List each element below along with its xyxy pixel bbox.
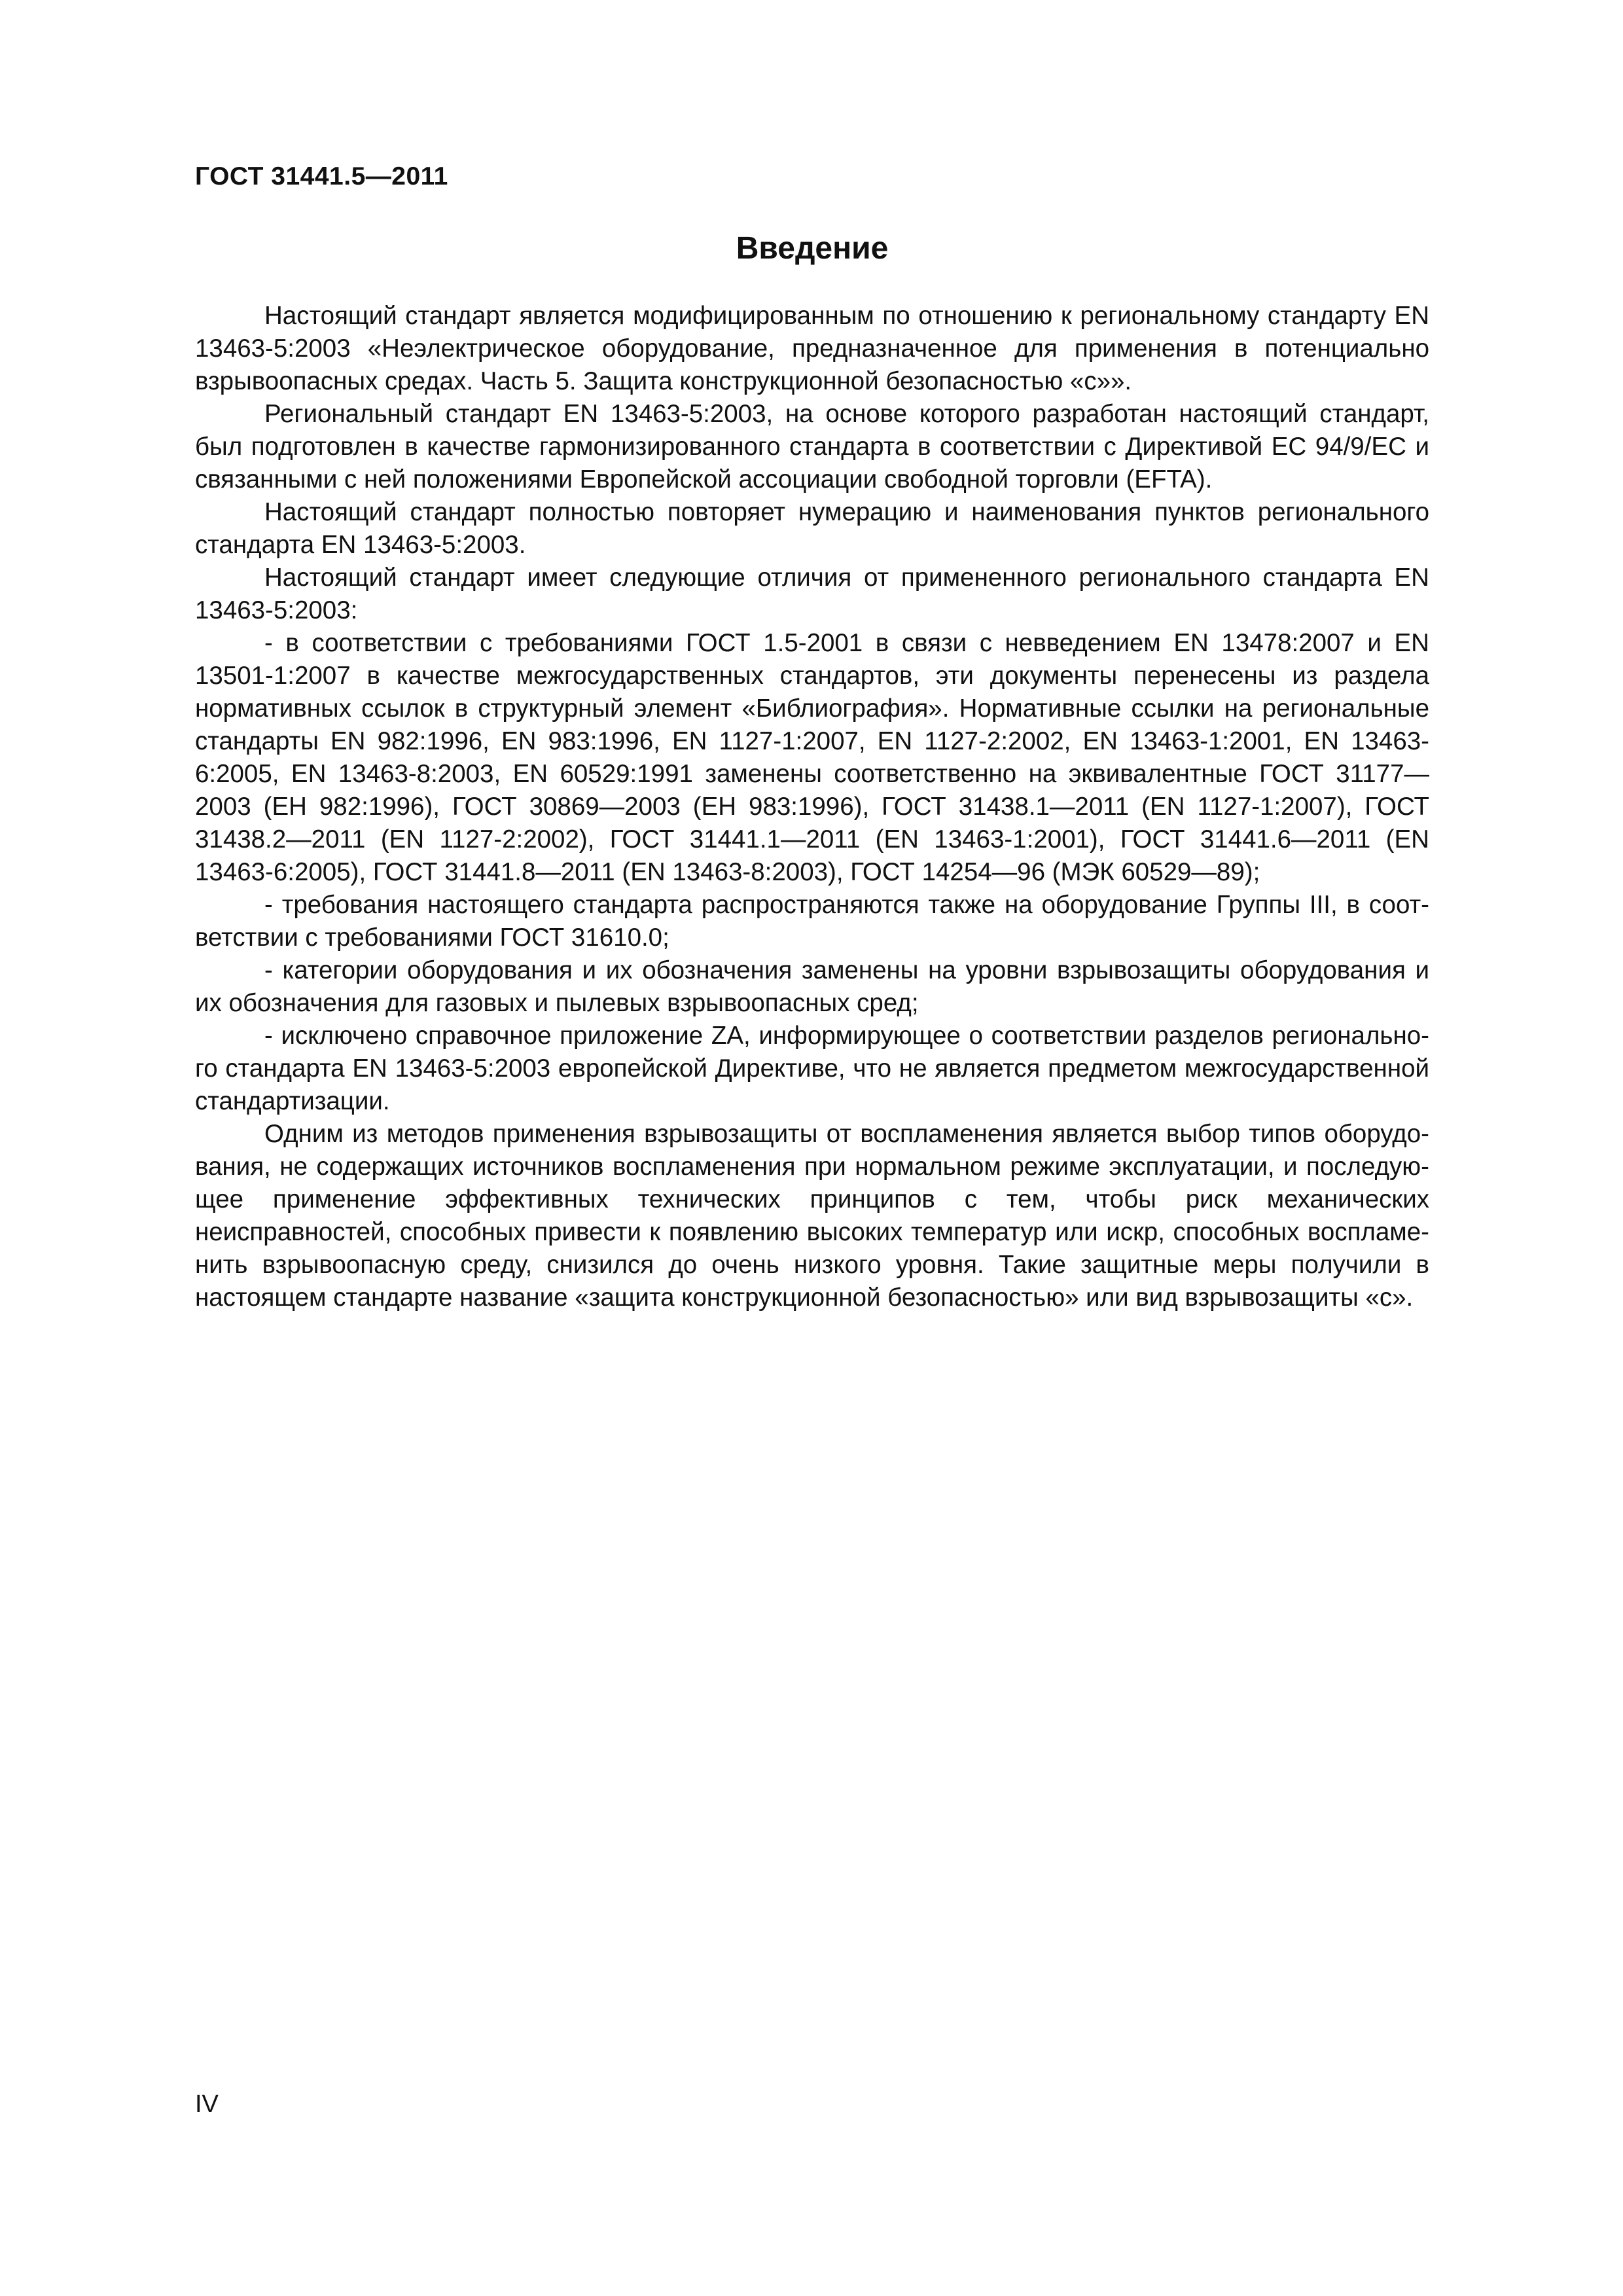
document-id: ГОСТ 31441.5—2011 xyxy=(195,162,448,190)
page-number: IV xyxy=(195,2090,219,2118)
list-item-equipment-categories: - категории оборудования и их обозначения заменены на уровни взрывозащиты оборудования и их обозначения для газовых и пылевых взрывоопасных сред; xyxy=(195,956,1429,1017)
section-title: Введение xyxy=(736,231,889,266)
list-item-group-iii: - требования настоящего стандарта распространяются также на оборудование Группы III, в соответствии с требованиями ГОСТ 31610.0; xyxy=(195,891,1429,952)
paragraph-regional-standard-origin: Региональный стандарт EN 13463-5:2003, на основе которого разработан настоящий стандарт, был подготовлен в качестве гармонизированного стандарта в соответствии с Директивой ЕС 94/9/ЕС и связанными с ней положениями Европейской ассоциации свободной торговли (EFTA). xyxy=(195,400,1429,493)
paragraph-protection-method: Одним из методов применения взрывозащиты от воспламенения является выбор типов оборудования, не содержащих источников воспламенения при нормальном режиме эксплуатации, и последующее применение эффективных технических принципов с тем, чтобы риск механических неисправностей, способных привести к появлению высоких температур или искр, способных воспламенить взрывоопасную среду, снизился до очень низкого уровня. Такие защитные меры получили в настоящем стандарте название «защита конструкционной безопасностью» или вид взрывозащиты «с». xyxy=(195,1120,1429,1312)
paragraph-modification-statement: Настоящий стандарт является модифицированным по отношению к региональному стандарту EN 13463-5:2003 «Неэлектрическое оборудование, предназначенное для применения в потенциально взрывоопасных средах. Часть 5. Защита конструкционной безопасностью «с»». xyxy=(195,302,1429,395)
list-item-normative-references: - в соответствии с требованиями ГОСТ 1.5-2001 в связи с невведением EN 13478:2007 и EN 13501-1:2007 в качестве межгосударственных стандартов, эти документы перенесены из раздела нормативных ссылок в структурный элемент «Библиография». Нормативные ссылки на региональные стандарты EN 982:1996, EN 983:1996, EN 1127-1:2007, EN 1127-2:2002, EN 13463-1:2001, EN 13463-6:2005, EN 13463-8:2003, EN 60529:1991 заменены соответственно на эквивалентные ГОСТ 31177—2003 (ЕН 982:1996), ГОСТ 30869—2003 (ЕН 983:1996), ГОСТ 31438.1—2011 (EN 1127-1:2007), ГОСТ 31438.2—2011 (EN 1127-2:2002), ГОСТ 31441.1—2011 (EN 13463-1:2001), ГОСТ 31441.6—2011 (EN 13463-6:2005), ГОСТ 31441.8—2011 (EN 13463-8:2003), ГОСТ 14254—96 (МЭК 60529—89); xyxy=(195,629,1429,886)
introduction-body xyxy=(195,300,1429,1314)
paragraph-differences-intro: Настоящий стандарт имеет следующие отличия от примененного регионального стандарта EN 13463-5:2003: xyxy=(195,564,1429,624)
paragraph-numbering: Настоящий стандарт полностью повторяет нумерацию и наименования пунктов регионального стандарта EN 13463-5:2003. xyxy=(195,498,1429,559)
list-item-annex-za: - исключено справочное приложение ZA, информирующее о соответствии разделов регионального стандарта EN 13463-5:2003 европейской Директиве, что не является предметом межгосударственной стандартизации. xyxy=(195,1022,1429,1115)
